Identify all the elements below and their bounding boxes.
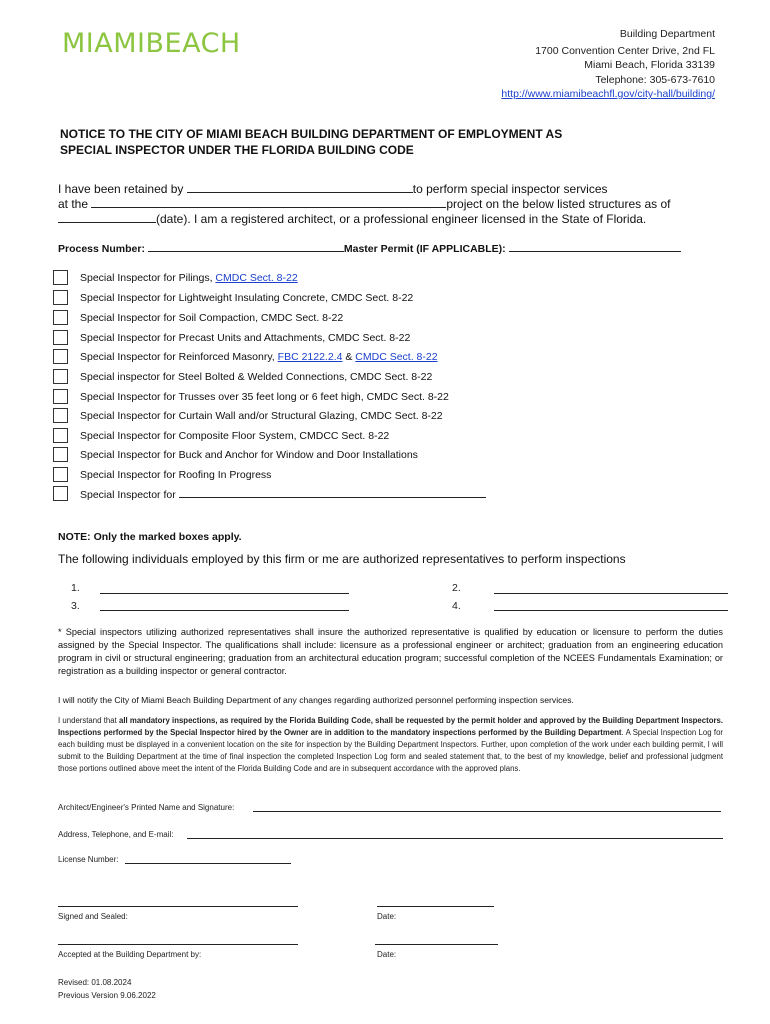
notice-title [60, 126, 700, 158]
date-2-field[interactable] [375, 944, 498, 945]
date-1-field[interactable] [377, 906, 494, 907]
fbc-link[interactable]: FBC 2122.2.4 [277, 351, 343, 363]
date-field[interactable] [58, 211, 156, 223]
understand-start: I understand that [58, 716, 119, 725]
checkbox-trusses[interactable] [53, 389, 68, 404]
label-trusses: Special Inspector for Trusses over 35 feet long or 6 feet high, CMDC Sect. 8-22 [80, 391, 449, 403]
representatives-intro: The following individuals employed by this firm or me are authorized representatives to perform inspections [58, 552, 626, 566]
rep-field-4[interactable] [494, 610, 728, 611]
process-number-row [58, 241, 681, 255]
website-link-wrap [501, 89, 715, 100]
label-pilings [80, 272, 298, 284]
checkbox-pilings[interactable] [53, 270, 68, 285]
label-roofing: Special Inspector for Roofing In Progress [80, 469, 272, 481]
label-composite-floor: Special Inspector for Composite Floor System, CMDCC Sect. 8-22 [80, 430, 390, 442]
cmdc-link-pilings[interactable]: CMDC Sect. 8-22 [215, 272, 298, 284]
date-2-label: Date: [377, 950, 397, 959]
logo-text-beach: BEACH [145, 28, 241, 59]
rep-number-4: 4. [452, 600, 461, 612]
at-the-label: at the [58, 197, 89, 211]
phone: Telephone: 305-673-7610 [595, 74, 715, 86]
cmdc-link-masonry[interactable]: CMDC Sect. 8-22 [355, 351, 438, 363]
address-line-2: Miami Beach, Florida 33139 [584, 59, 715, 71]
notify-paragraph: I will notify the City of Miami Beach Building Department of any changes regarding authorized personnel performing inspection services. [58, 695, 574, 705]
checkbox-precast-units[interactable] [53, 330, 68, 345]
project-field[interactable] [91, 196, 446, 208]
label-soil-compaction: Special Inspector for Soil Compaction, CMDC Sect. 8-22 [80, 312, 344, 324]
label-lightweight-concrete: Special Inspector for Lightweight Insulating Concrete, CMDC Sect. 8-22 [80, 292, 414, 304]
previous-version: Previous Version 9.06.2022 [58, 991, 156, 1000]
checkbox-soil-compaction[interactable] [53, 310, 68, 325]
address-field[interactable] [187, 838, 723, 839]
understand-rest: . A Special Inspection Log for each building must be displayed in a convenient location on the site for inspection by the Building Department Inspectors. Further, upon completion of the work under each building permit, I will submit to the Building Department at the time of final inspection the completed Inspection Log form and sealed statement that, to the best of my knowledge, belief and professional judgment those portions outlined above meet the intent of the Florida Building Code and are in subsequent accordance with the approved plans. [58, 728, 723, 773]
checkbox-buck-anchor[interactable] [53, 447, 68, 462]
project-on-label: project on the below listed structures as of [446, 197, 671, 211]
logo-text-miami: MIAMI [62, 28, 146, 59]
process-number-label: Process Number: [58, 243, 145, 255]
label-other-text: Special Inspector for [80, 489, 179, 501]
note: NOTE: Only the marked boxes apply. [58, 531, 242, 543]
license-field[interactable] [125, 863, 291, 864]
label-reinforced-masonry [80, 351, 438, 363]
label-curtain-wall: Special Inspector for Curtain Wall and/or Structural Glazing, CMDC Sect. 8-22 [80, 410, 443, 422]
label-precast-units: Special Inspector for Precast Units and Attachments, CMDC Sect. 8-22 [80, 332, 411, 344]
license-label: License Number: [58, 855, 119, 864]
rep-number-2: 2. [452, 582, 461, 594]
checkbox-steel-connections[interactable] [53, 369, 68, 384]
rep-field-1[interactable] [100, 593, 349, 594]
address-label: Address, Telephone, and E-mail: [58, 830, 174, 839]
label-other [80, 488, 486, 501]
master-permit-label: Master Permit (IF APPLICABLE): [343, 243, 506, 255]
process-number-field[interactable] [148, 241, 344, 252]
to-perform-label: to perform special inspector services [412, 182, 608, 196]
signed-sealed-field[interactable] [58, 906, 298, 907]
checkbox-reinforced-masonry[interactable] [53, 349, 68, 364]
intro-line-2 [58, 196, 671, 211]
printed-name-label: Architect/Engineer's Printed Name and Signature: [58, 803, 235, 812]
title-line-1: NOTICE TO THE CITY OF MIAMI BEACH BUILDING DEPARTMENT OF EMPLOYMENT AS [60, 127, 563, 141]
label-steel-connections: Special inspector for Steel Bolted & Welded Connections, CMDC Sect. 8-22 [80, 371, 433, 383]
rep-number-1: 1. [71, 582, 80, 594]
checkbox-roofing[interactable] [53, 467, 68, 482]
ampersand: & [342, 351, 356, 363]
intro-line-1 [58, 181, 608, 196]
date-1-label: Date: [377, 912, 397, 921]
miami-beach-logo [62, 28, 241, 59]
accepted-by-label: Accepted at the Building Department by: [58, 950, 202, 959]
address-line-1: 1700 Convention Center Drive, 2nd FL [535, 45, 715, 57]
signed-sealed-label: Signed and Sealed: [58, 912, 128, 921]
website-link[interactable]: http://www.miamibeachfl.gov/city-hall/building/ [501, 88, 715, 100]
accepted-by-field[interactable] [58, 944, 298, 945]
revised-date: Revised: 01.08.2024 [58, 978, 132, 987]
checkbox-curtain-wall[interactable] [53, 408, 68, 423]
rep-field-2[interactable] [494, 593, 728, 594]
understand-bold: all mandatory inspections, as required by the Florida Building Code, shall be requested by the permit holder and approved by the Building Department Inspectors. Inspections performed by the Special Inspector hired by the Owner are in addition to the mandatory inspections performed by the Building Department [58, 716, 723, 737]
label-pilings-text: Special Inspector for Pilings, [80, 272, 216, 284]
intro-line-3 [58, 211, 646, 226]
other-inspector-field[interactable] [179, 488, 486, 498]
rep-field-3[interactable] [100, 610, 349, 611]
understand-paragraph [58, 715, 723, 775]
rep-number-3: 3. [71, 600, 80, 612]
dept-name: Building Department [619, 28, 715, 40]
master-permit-field[interactable] [509, 241, 681, 252]
retained-by-field[interactable] [187, 181, 413, 193]
date-statement: (date). I am a registered architect, or a professional engineer licensed in the State of Florida. [156, 212, 647, 226]
label-masonry-text: Special Inspector for Reinforced Masonry, [80, 351, 278, 363]
checkbox-other[interactable] [53, 486, 68, 501]
printed-name-field[interactable] [253, 811, 721, 812]
label-buck-anchor: Special Inspector for Buck and Anchor for Window and Door Installations [80, 449, 418, 461]
qualifications-paragraph: * Special inspectors utilizing authorized representatives shall insure the authorized representative is qualified by education or licensure to perform the duties assigned by the Special Inspector. The qualifications shall include: licensure as a professional engineer or architect; graduation from an engineering education program in civil or structural engineering; graduation from an architectural education program; successful completion of the NCEES Fundamentals Examination; or registration as a building inspector or general contractor. [58, 627, 723, 676]
checkbox-lightweight-concrete[interactable] [53, 290, 68, 305]
retained-by-label: I have been retained by [58, 182, 184, 196]
checkbox-composite-floor[interactable] [53, 428, 68, 443]
title-line-2: SPECIAL INSPECTOR UNDER THE FLORIDA BUILDING CODE [60, 143, 414, 157]
